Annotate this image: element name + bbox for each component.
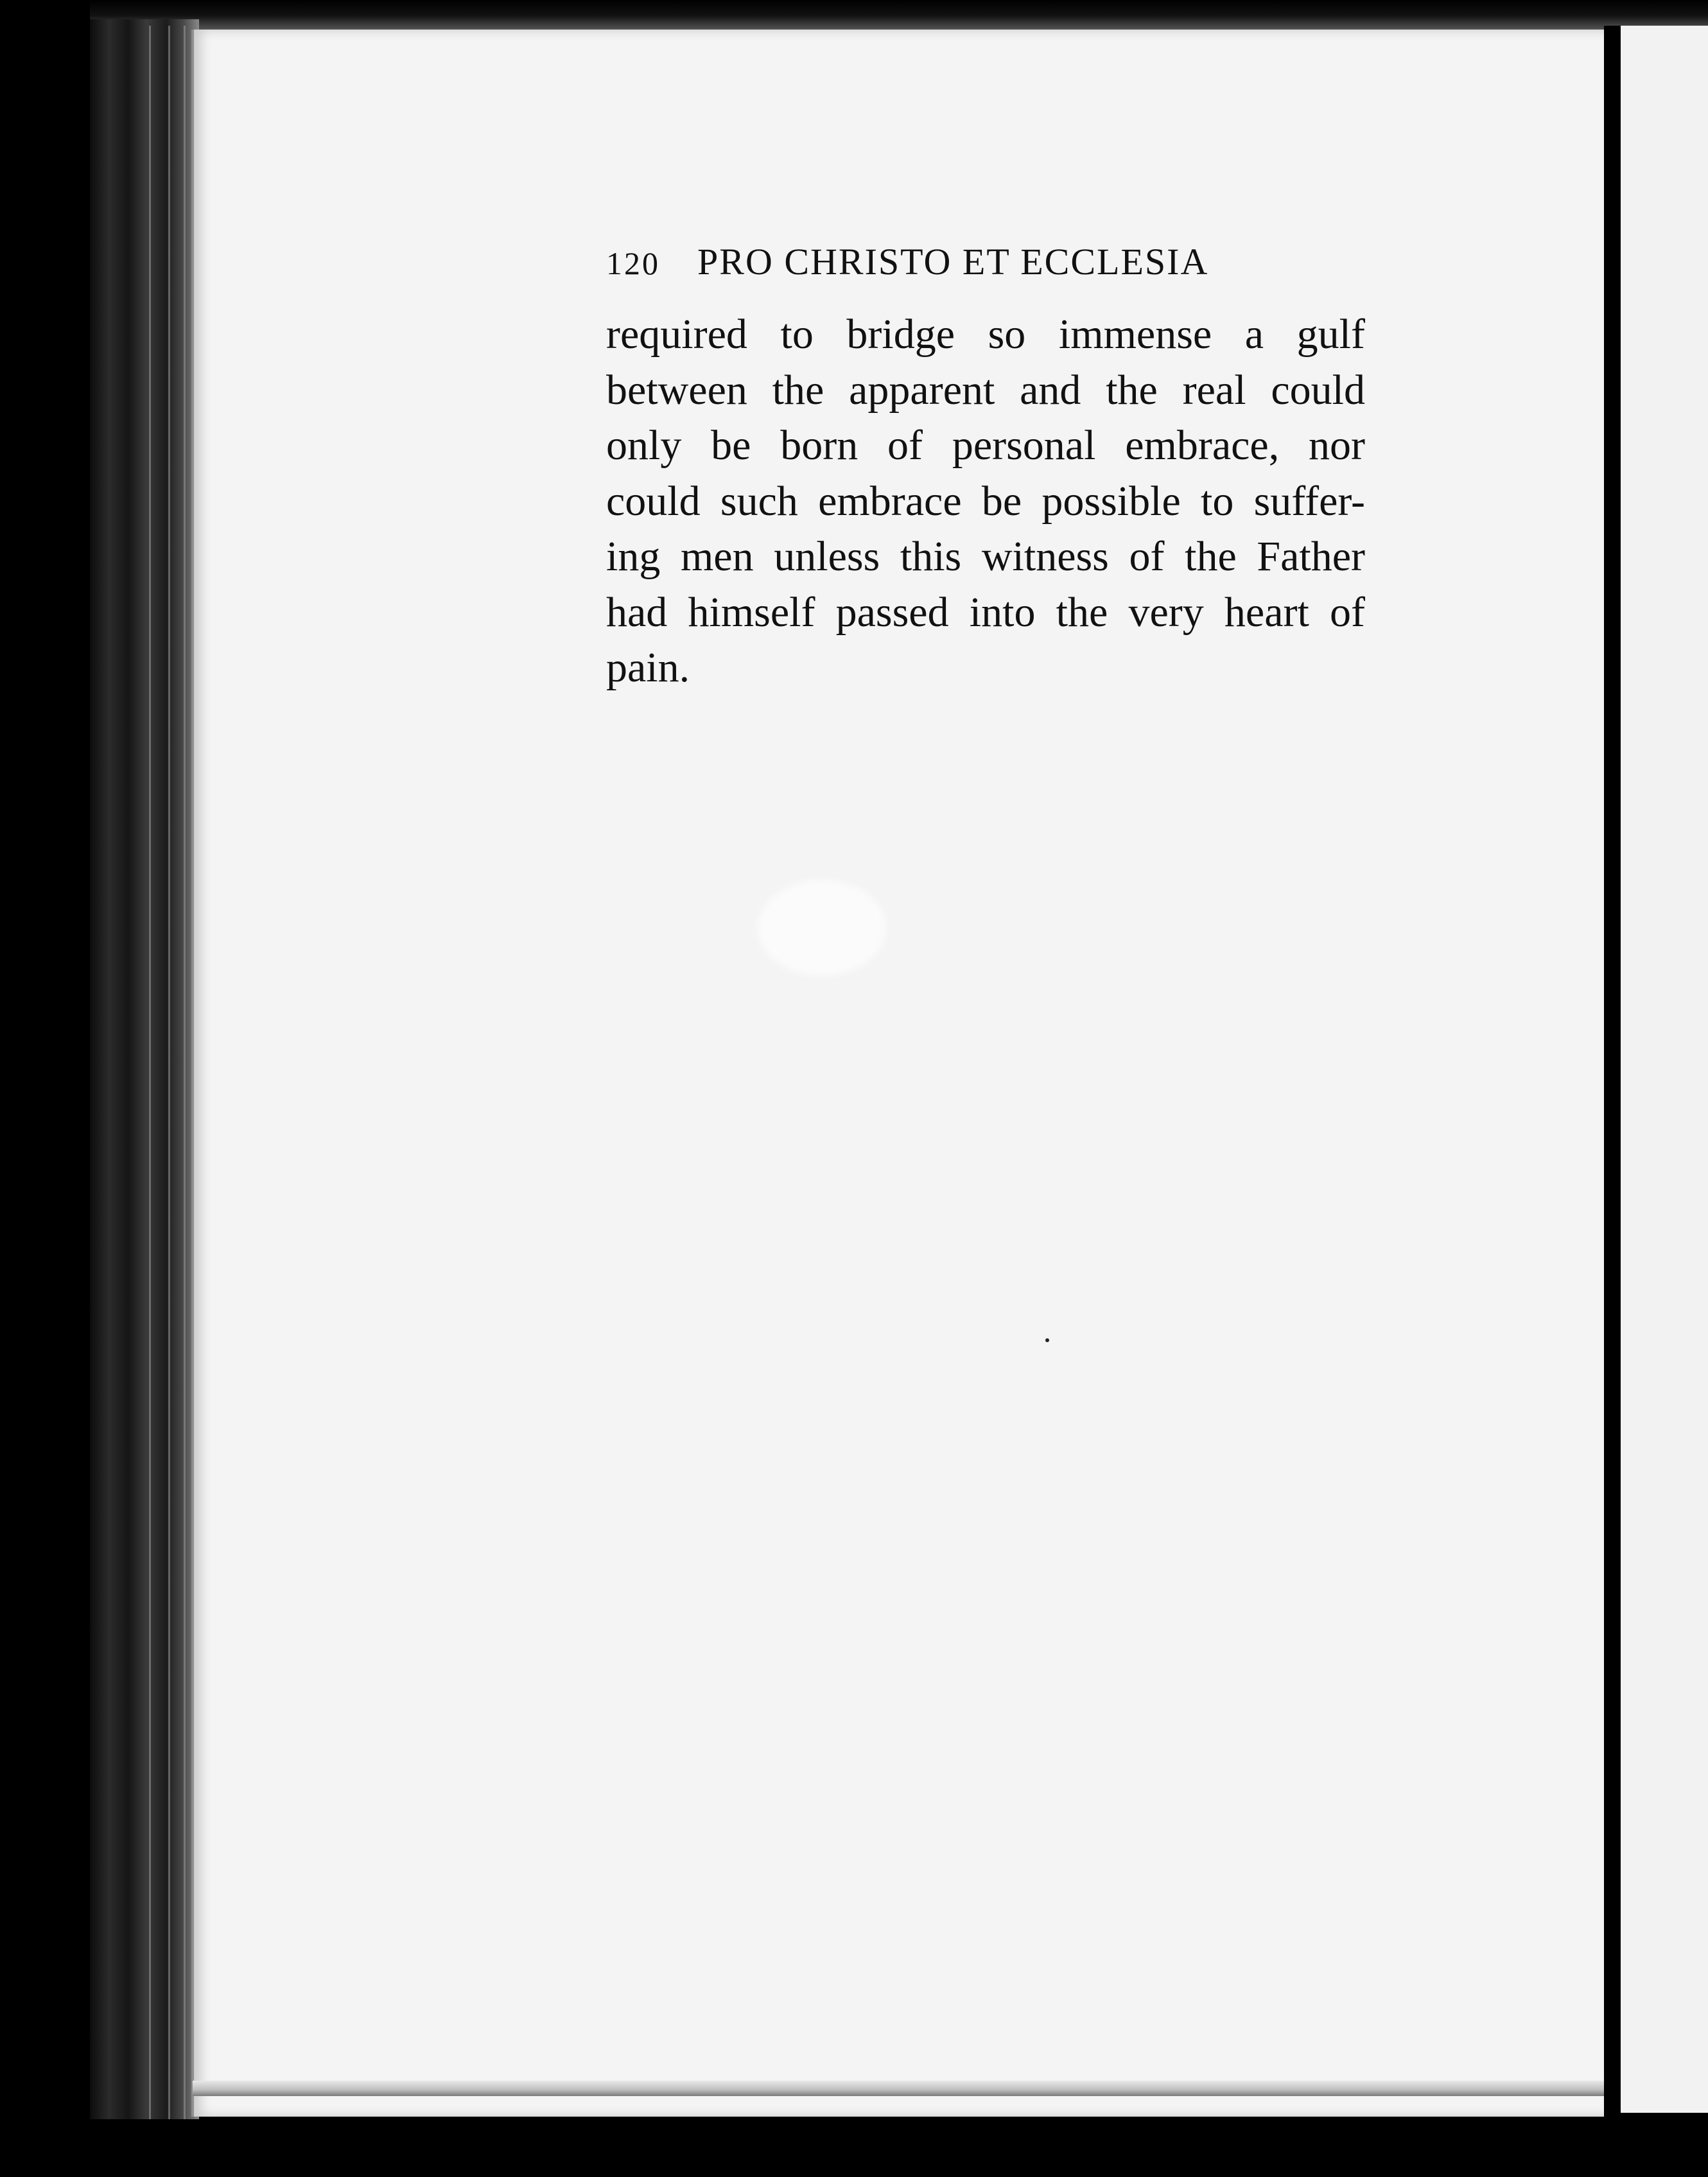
gutter bbox=[1604, 26, 1621, 2119]
running-head bbox=[606, 240, 1370, 283]
bottom-page-edge bbox=[193, 2081, 1612, 2096]
text-line: ing men unless this witness of the Father bbox=[606, 533, 1365, 580]
running-title: PRO CHRISTO ET ECCLESIA bbox=[697, 241, 1209, 283]
body-paragraph bbox=[606, 307, 1365, 696]
top-page-edge bbox=[90, 0, 1708, 31]
binding-line bbox=[149, 26, 151, 2119]
text-line: required to bridge so immense a gulf bbox=[606, 311, 1365, 358]
text-line: between the apparent and the real could bbox=[606, 366, 1365, 414]
page-number: 120 bbox=[606, 245, 660, 281]
paper-blemish bbox=[758, 880, 886, 976]
text-line: only be born of personal embrace, nor bbox=[606, 422, 1365, 469]
scan-background bbox=[0, 2119, 1708, 2177]
book-binding-edge bbox=[90, 19, 199, 2132]
paper-speck bbox=[1045, 1338, 1049, 1342]
facing-page-edge bbox=[1621, 26, 1708, 2113]
text-line: pain. bbox=[606, 644, 690, 691]
binding-line bbox=[184, 26, 186, 2119]
text-line: had himself passed into the very heart of bbox=[606, 588, 1365, 636]
binding-line bbox=[168, 26, 170, 2119]
text-line: could such embrace be possible to suffer- bbox=[606, 477, 1365, 525]
